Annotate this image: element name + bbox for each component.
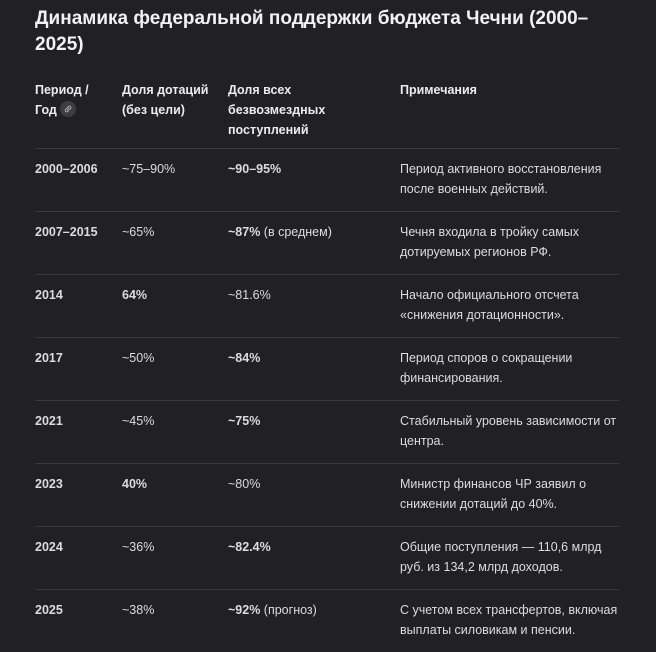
cell-note: Период активного восстановления после военных действий. bbox=[400, 149, 619, 212]
data-table bbox=[35, 80, 619, 652]
header-notes: Примечания bbox=[400, 80, 619, 149]
cell-period: 2000–2006 bbox=[35, 149, 122, 212]
cell-note: С учетом всех трансфертов, включая выплаты силовикам и пенсии. bbox=[400, 590, 619, 652]
table-row bbox=[35, 275, 619, 338]
cell-period: 2014 bbox=[35, 275, 122, 338]
header-subsidies: Доля дотаций (без цели) bbox=[122, 80, 228, 149]
cell-period: 2024 bbox=[35, 527, 122, 590]
cell-transfers-value: ~84% bbox=[228, 351, 260, 365]
cell-transfers-value: ~75% bbox=[228, 414, 260, 428]
cell-note: Период споров о сокращении финансирования. bbox=[400, 338, 619, 401]
cell-transfers bbox=[228, 590, 400, 652]
cell-transfers-value: ~80% bbox=[228, 477, 260, 491]
cell-note: Министр финансов ЧР заявил о снижении дотаций до 40%. bbox=[400, 464, 619, 527]
link-icon[interactable] bbox=[60, 101, 76, 117]
cell-transfers bbox=[228, 401, 400, 464]
cell-period: 2021 bbox=[35, 401, 122, 464]
cell-transfers-value: ~81.6% bbox=[228, 288, 271, 302]
cell-subsidies: 40% bbox=[122, 464, 228, 527]
cell-period: 2023 bbox=[35, 464, 122, 527]
cell-transfers bbox=[228, 149, 400, 212]
cell-subsidies: ~45% bbox=[122, 401, 228, 464]
table-row bbox=[35, 464, 619, 527]
cell-transfers-value: ~87% bbox=[228, 225, 260, 239]
cell-note: Чечня входила в тройку самых дотируемых регионов РФ. bbox=[400, 212, 619, 275]
cell-transfers bbox=[228, 212, 400, 275]
cell-transfers-value: ~92% bbox=[228, 603, 260, 617]
cell-subsidies: ~65% bbox=[122, 212, 228, 275]
cell-note: Общие поступления — 110,6 млрд руб. из 134,2 млрд доходов. bbox=[400, 527, 619, 590]
cell-period: 2007–2015 bbox=[35, 212, 122, 275]
table-row bbox=[35, 527, 619, 590]
header-all-transfers: Доля всех безвозмездных поступлений bbox=[228, 80, 400, 149]
table-row bbox=[35, 149, 619, 212]
cell-transfers bbox=[228, 275, 400, 338]
table-row bbox=[35, 590, 619, 652]
table-row bbox=[35, 338, 619, 401]
cell-subsidies: ~36% bbox=[122, 527, 228, 590]
cell-period: 2025 bbox=[35, 590, 122, 652]
page-title: Динамика федеральной поддержки бюджета Чечни (2000–2025) bbox=[35, 6, 595, 58]
cell-transfers bbox=[228, 338, 400, 401]
cell-subsidies: ~75–90% bbox=[122, 149, 228, 212]
table-row bbox=[35, 212, 619, 275]
cell-subsidies: ~38% bbox=[122, 590, 228, 652]
cell-transfers-value: ~90–95% bbox=[228, 162, 281, 176]
cell-subsidies: 64% bbox=[122, 275, 228, 338]
header-period-line2: Год bbox=[35, 103, 57, 117]
cell-note: Начало официального отсчета «снижения дотационности». bbox=[400, 275, 619, 338]
cell-transfers-value: ~82.4% bbox=[228, 540, 271, 554]
cell-note: Стабильный уровень зависимости от центра. bbox=[400, 401, 619, 464]
cell-period: 2017 bbox=[35, 338, 122, 401]
header-period-line1: Период / bbox=[35, 83, 89, 97]
cell-subsidies: ~50% bbox=[122, 338, 228, 401]
table-header-row bbox=[35, 80, 619, 149]
header-period bbox=[35, 80, 122, 149]
cell-transfers bbox=[228, 527, 400, 590]
cell-transfers bbox=[228, 464, 400, 527]
cell-transfers-extra: (в среднем) bbox=[260, 225, 332, 239]
table-row bbox=[35, 401, 619, 464]
cell-transfers-extra: (прогноз) bbox=[260, 603, 316, 617]
